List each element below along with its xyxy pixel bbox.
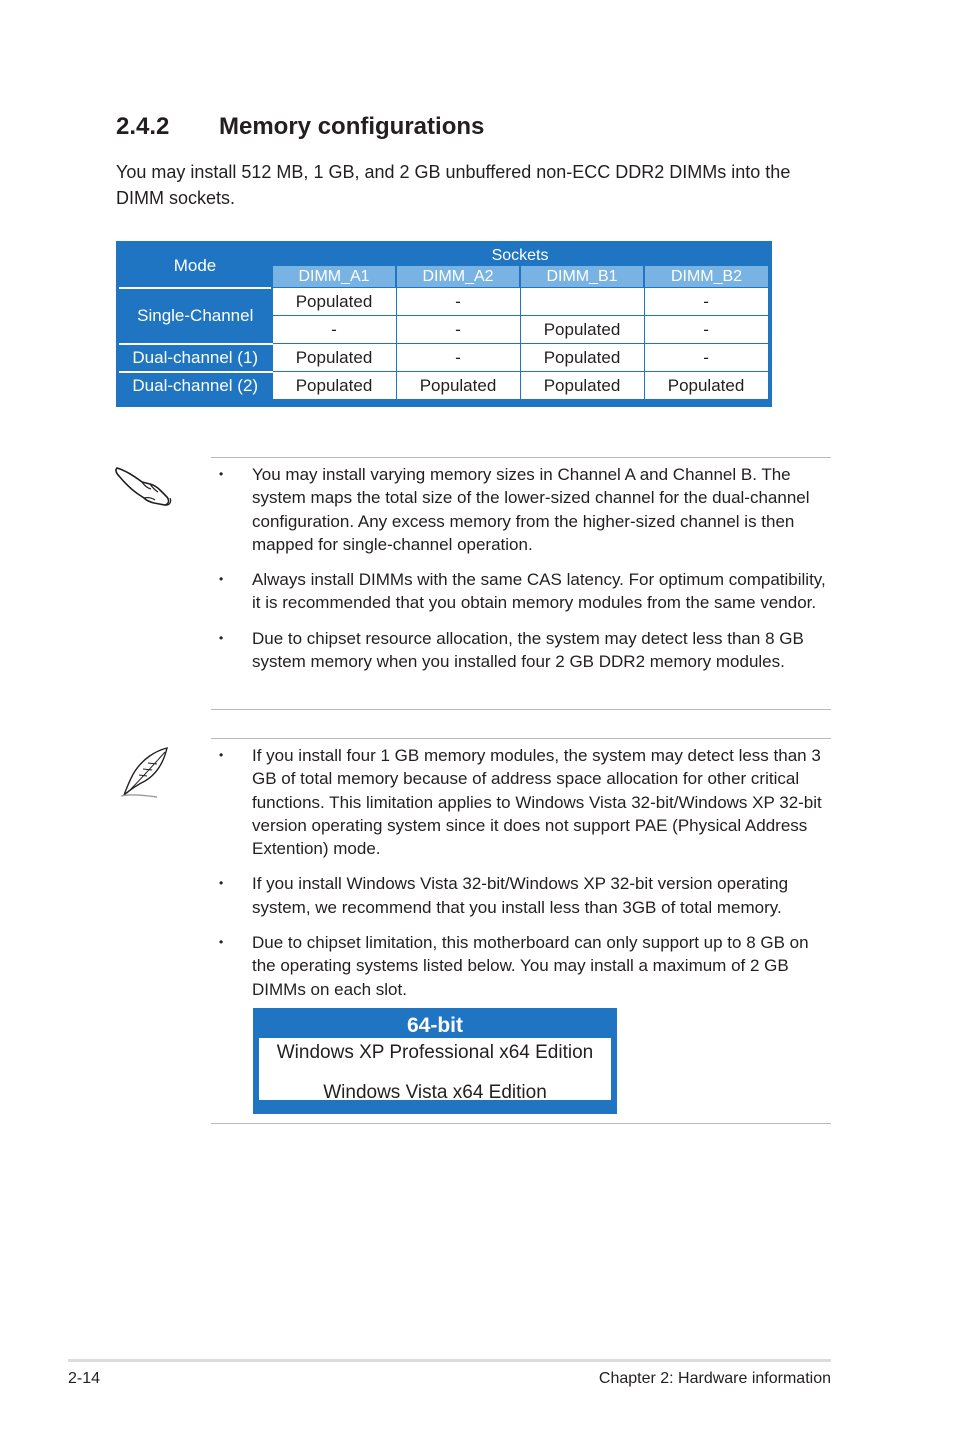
table-cell: - <box>396 344 520 372</box>
list-item: • If you install four 1 GB memory modules, the system may detect less than 3 GB of total memory because of address space allocation for other critical functions. This limitation applies to Windows Vista 32-bit/Windows XP 32-bit version operating system since it does not support PAE (Physical Address Extention) mode. <box>219 746 822 859</box>
table-cell: Populated <box>520 344 644 372</box>
footer-rule <box>68 1359 831 1362</box>
hand-pointing-icon <box>114 462 174 513</box>
table-cell <box>520 288 644 316</box>
caution-list <box>211 463 836 673</box>
table-cell: - <box>272 316 396 344</box>
page-number: 2-14 <box>68 1370 101 1387</box>
table-cell: Populated <box>272 372 396 400</box>
chapter-title: Chapter 2: Hardware information <box>598 1370 831 1387</box>
table-cell: Populated <box>520 316 644 344</box>
memory-configuration-table <box>116 241 772 407</box>
table-cell: Populated <box>272 344 396 372</box>
section-heading <box>116 113 484 141</box>
mode-dual-channel-1: Dual-channel (1) <box>119 344 272 372</box>
note-bottom-rule <box>211 1123 831 1124</box>
os-box-title: 64-bit <box>406 1014 463 1037</box>
intro-paragraph: You may install 512 MB, 1 GB, and 2 GB unbuffered non-ECC DDR2 DIMMs into the DIMM sockets. <box>116 162 791 208</box>
os-item: Windows XP Professional x64 Edition <box>276 1042 594 1063</box>
caution-bottom-rule <box>211 709 831 710</box>
table-cell: Populated <box>644 372 768 400</box>
table-cell: - <box>644 288 768 316</box>
socket-header-dimm-b1: DIMM_B1 <box>520 266 644 288</box>
list-item: • Due to chipset resource allocation, the system may detect less than 8 GB system memory when you installed four 2 GB DDR2 memory modules. <box>219 628 804 672</box>
os-item: Windows Vista x64 Edition <box>323 1082 547 1103</box>
list-item: • If you install Windows Vista 32-bit/Windows XP 32-bit version operating system, we recommend that you install less than 3GB of total memory. <box>219 874 789 917</box>
list-item: • Always install DIMMs with the same CAS latency. For optimum compatibility, it is recommended that you obtain memory modules from the same vendor. <box>219 570 826 613</box>
mode-single-channel: Single-Channel <box>119 288 272 344</box>
table-row <box>119 372 768 400</box>
table-row <box>119 344 768 372</box>
table-row <box>119 288 768 316</box>
list-item: • You may install varying memory sizes in Channel A and Channel B. The system maps the total size of the lower-sized channel for the dual-channel configuration. Any excess memory from the higher-sized channel is then mapped for single-channel operation. <box>219 465 810 554</box>
sockets-header: Sockets <box>272 245 768 266</box>
feather-quill-icon <box>117 745 173 806</box>
socket-header-dimm-a2: DIMM_A2 <box>396 266 520 288</box>
table-cell: - <box>396 316 520 344</box>
table-cell: - <box>644 316 768 344</box>
os-support-box <box>253 1008 617 1114</box>
table-cell: Populated <box>520 372 644 400</box>
table-cell: Populated <box>272 288 396 316</box>
section-title: Memory configurations <box>219 113 485 140</box>
note-top-rule <box>211 738 831 739</box>
table-cell: - <box>644 344 768 372</box>
mode-header: Mode <box>119 245 272 288</box>
socket-header-dimm-a1: DIMM_A1 <box>272 266 396 288</box>
list-item: • Due to chipset limitation, this motherboard can only support up to 8 GB on the operating systems listed below. You may install a maximum of 2 GB DIMMs on each slot. <box>219 933 809 999</box>
mode-dual-channel-2: Dual-channel (2) <box>119 372 272 400</box>
table-cell: - <box>396 288 520 316</box>
caution-top-rule <box>211 457 831 458</box>
note-list <box>211 744 836 1001</box>
os-box-list <box>259 1038 611 1103</box>
section-number: 2.4.2 <box>116 113 170 140</box>
table-cell: Populated <box>396 372 520 400</box>
socket-header-dimm-b2: DIMM_B2 <box>644 266 768 288</box>
